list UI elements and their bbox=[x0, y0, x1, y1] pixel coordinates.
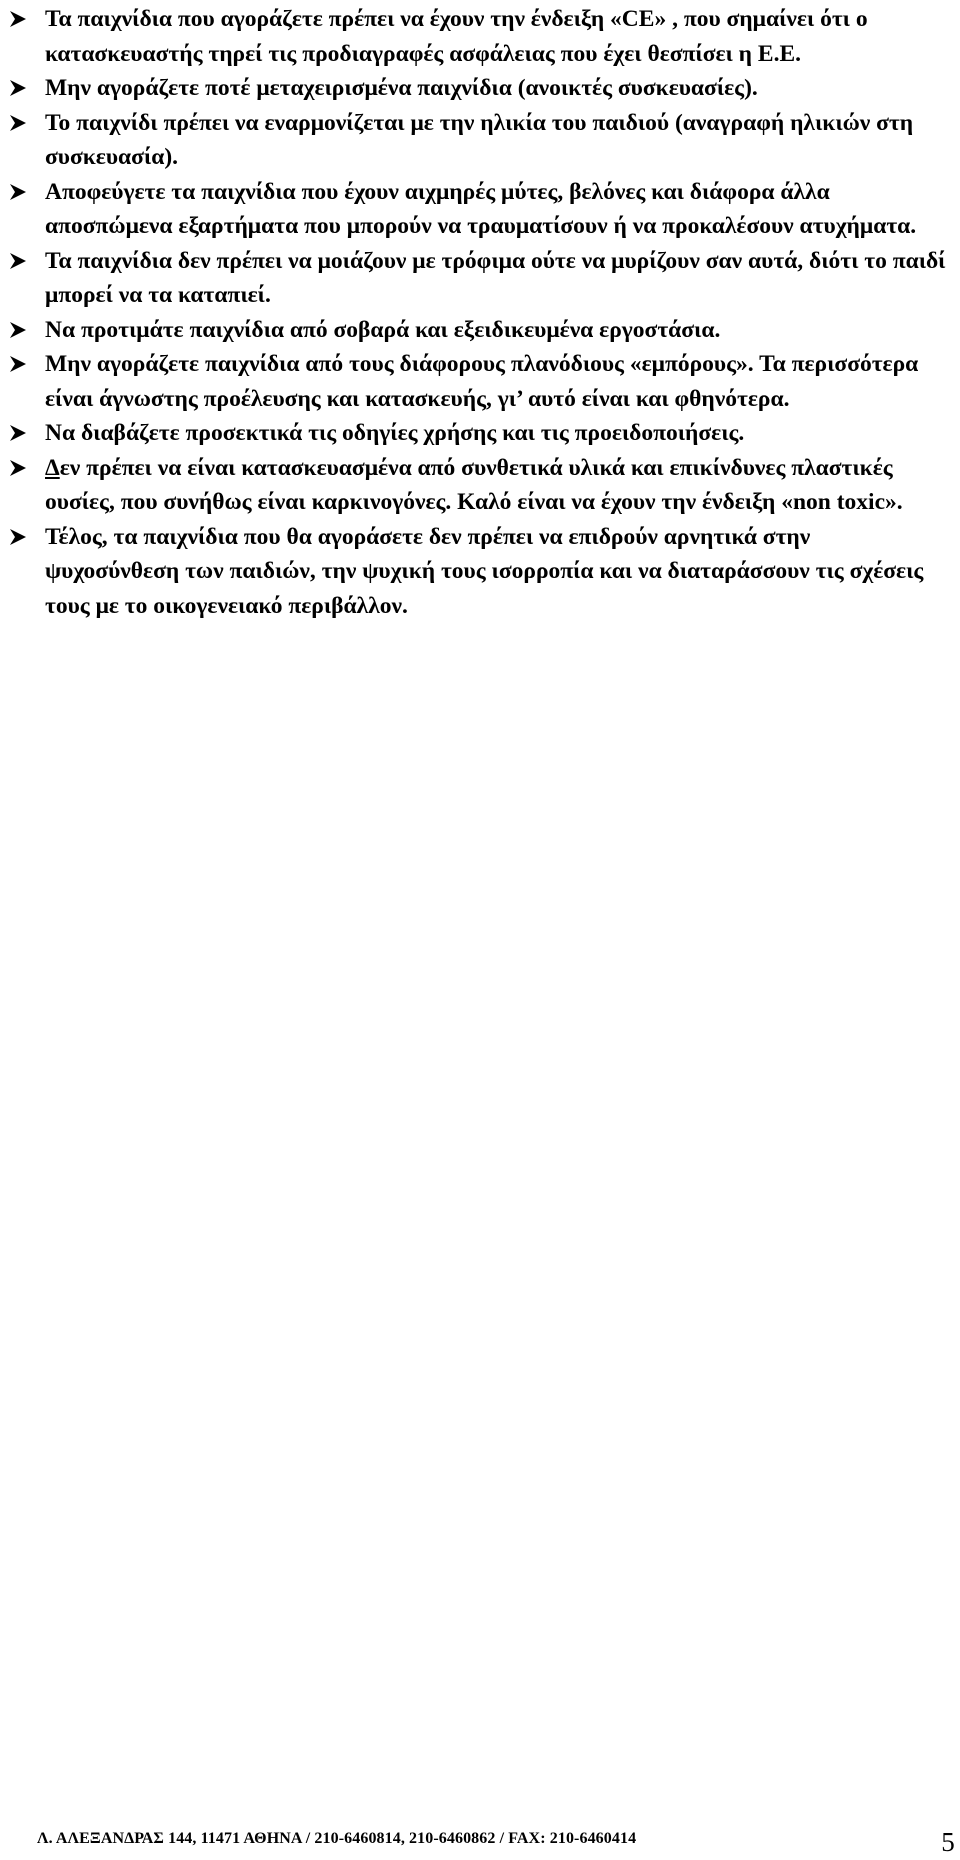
arrowhead-bullet-icon bbox=[9, 355, 27, 373]
list-item-text: Μην αγοράζετε παιχνίδια από τους διάφορους πλανόδιους «εμπόρους». Τα περισσότερα είναι άγνωστης προέλευσης και κατασκευής, γι’ αυτό είναι και φθηνότερα. bbox=[45, 351, 919, 412]
arrowhead-bullet-icon bbox=[9, 459, 27, 477]
arrowhead-bullet-icon bbox=[9, 114, 27, 132]
arrowhead-bullet-icon bbox=[9, 79, 27, 97]
list-item bbox=[9, 347, 949, 416]
arrowhead-bullet-icon bbox=[9, 321, 27, 339]
list-item bbox=[9, 313, 949, 348]
arrowhead-bullet-icon bbox=[9, 252, 27, 270]
list-item bbox=[9, 451, 949, 520]
list-item bbox=[9, 520, 949, 624]
list-item-text: Τα παιχνίδια δεν πρέπει να μοιάζουν με τρόφιμα ούτε να μυρίζουν σαν αυτά, διότι το παιδί μπορεί να τα καταπιεί. bbox=[45, 247, 946, 308]
arrowhead-bullet-icon bbox=[9, 10, 27, 28]
bullet-list bbox=[9, 2, 949, 623]
list-item-text: Δεν πρέπει να είναι κατασκευασμένα από συνθετικά υλικά και επικίνδυνες πλαστικές ουσίες, που συνήθως είναι καρκινογόνες. Καλό είναι να έχουν την ένδειξη «non toxic». bbox=[45, 454, 903, 515]
list-item bbox=[9, 2, 949, 71]
list-item-text: Να προτιμάτε παιχνίδια από σοβαρά και εξειδικευμένα εργοστάσια. bbox=[45, 316, 721, 343]
list-item-text: Να διαβάζετε προσεκτικά τις οδηγίες χρήσης και τις προειδοποιήσεις. bbox=[45, 420, 745, 446]
list-item-text: Μην αγοράζετε ποτέ μεταχειρισμένα παιχνίδια (ανοικτές συσκευασίες). bbox=[45, 75, 758, 101]
arrowhead-bullet-icon bbox=[9, 424, 27, 442]
footer-address: Λ. ΑΛΕΞΑΝΔΡΑΣ 144, 11471 ΑΘΗΝΑ / 210-6460814, 210-6460862 / FAX: 210-6460414 bbox=[37, 1830, 637, 1847]
arrowhead-bullet-icon bbox=[9, 528, 27, 546]
list-item-text: Αποφεύγετε τα παιχνίδια που έχουν αιχμηρές μύτες, βελόνες και διάφορα άλλα αποσπώμενα εξαρτήματα που μπορούν να τραυματίσουν ή να προκαλέσουν ατυχήματα. bbox=[45, 178, 917, 239]
arrowhead-bullet-icon bbox=[9, 183, 27, 201]
list-item-text: Τα παιχνίδια που αγοράζετε πρέπει να έχουν την ένδειξη «CE» , που σημαίνει ότι ο κατασκευαστής τηρεί τις προδιαγραφές ασφάλειας που έχει θεσπίσει η Ε.Ε. bbox=[45, 6, 868, 67]
list-item bbox=[9, 416, 949, 451]
list-item bbox=[9, 244, 949, 313]
list-item-text: Τέλος, τα παιχνίδια που θα αγοράσετε δεν πρέπει να επιδρούν αρνητικά στην ψυχοσύνθεση των παιδιών, την ψυχική τους ισορροπία και να διαταράσσουν τις σχέσεις τους με το οικογενειακό περιβάλλον. bbox=[45, 523, 924, 619]
list-item-text: Το παιχνίδι πρέπει να εναρμονίζεται με την ηλικία του παιδιού (αναγραφή ηλικιών στη συσκευασία). bbox=[45, 109, 914, 170]
page-number: 5 bbox=[941, 1827, 955, 1857]
list-item bbox=[9, 175, 949, 244]
list-item bbox=[9, 71, 949, 106]
list-item bbox=[9, 106, 949, 175]
